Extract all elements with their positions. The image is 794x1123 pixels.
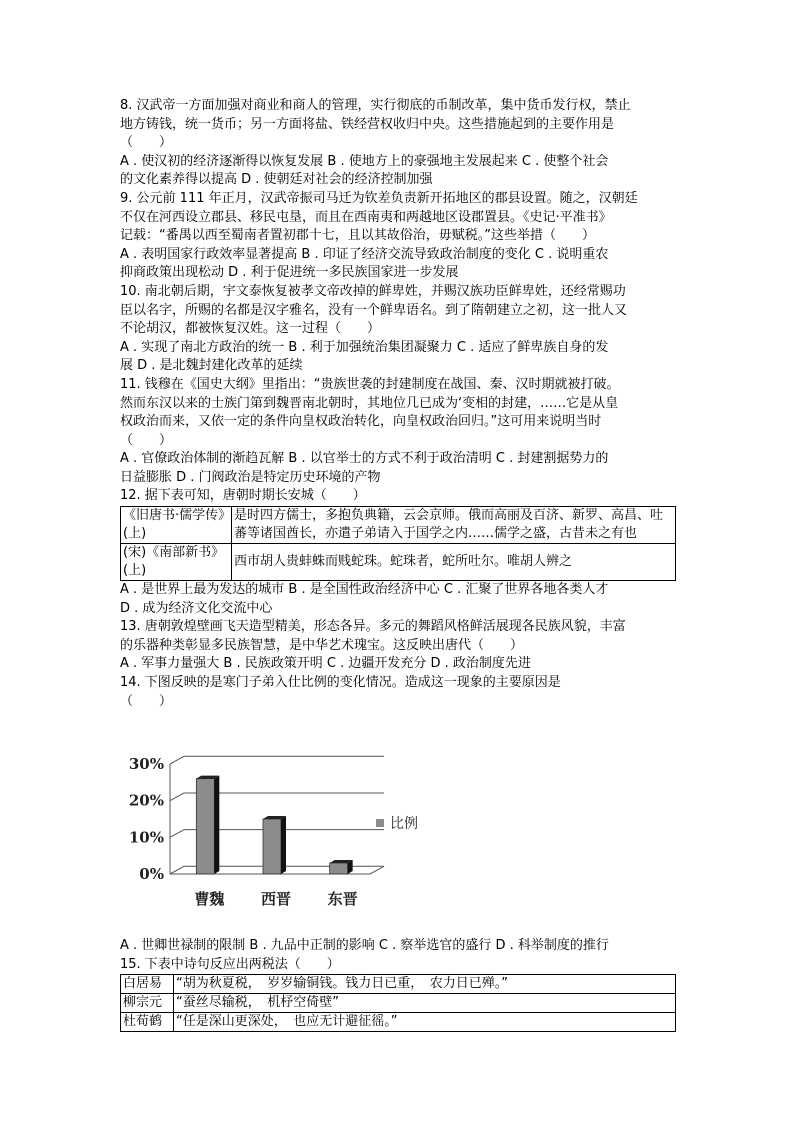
table-row [121, 975, 676, 994]
table-cell-verse: “蚕丝尽输税， 机杼空倚壁” [174, 994, 676, 1013]
question-10 [120, 283, 676, 376]
gridline-diag [170, 793, 184, 801]
bar-layer [196, 776, 352, 874]
question-line: 13. 唐朝敦煌壁画飞天造型精美，形态各异。多元的舞蹈风格鲜活展现各民族风貌，丰富 [120, 619, 626, 635]
question-line: 9. 公元前 111 年正月，汉武帝振司马迁为钦差负责新开拓地区的郡县设置。随之，汉朝廷 [120, 190, 638, 206]
answer-paren: （ ） [120, 693, 173, 709]
question-12 [120, 487, 676, 618]
question-line: 记载：“番禺以西至蜀南者置初郡十七，且以其故俗治，毋赋税。”这些举措（ ） [120, 228, 595, 244]
table-cell-verse: “任是深山更深处， 也应无计避征徭。” [174, 1013, 676, 1032]
gridline-diag [170, 830, 184, 838]
table-cell-text: 是时四方儒士，多抱负典籍，云会京师。俄而高丽及百济、新罗、高昌、吐蕃等诸国酋长，亦遣子弟请入于国学之内……儒学之盛，古昔未之有也 [232, 507, 676, 544]
x-tick-label: 曹魏 [194, 890, 225, 909]
poem-table [120, 974, 676, 1032]
options-line: A . 使汉初的经济逐渐得以恢复发展 B . 使地方上的豪强地主发展起来 C . 使整个社会 [120, 153, 609, 169]
question-line: 地方铸钱，统一货币；另一方面将盐、铁经营权收归中央。这些措施起到的主要作用是 [120, 116, 615, 132]
gridline-diag [170, 757, 184, 765]
options-line: A . 官僚政治体制的渐趋瓦解 B . 以官举士的方式不利于政治清明 C . 封建割据势力的 [120, 451, 609, 467]
question-line: 11. 钱穆在《国史大纲》里指出：“贵族世袭的封建制度在战国、秦、汉时期就被打破。 [120, 376, 620, 392]
table-row [121, 994, 676, 1013]
bar [330, 863, 348, 874]
question-14 [120, 674, 676, 956]
options-line: 的文化素养得以提高 D . 使朝廷对社会的经济控制加强 [120, 172, 433, 188]
options-line: A . 军事力量强大 B . 民族政策开明 C . 边疆开发充分 D . 政治制度先进 [120, 656, 531, 672]
question-15 [120, 956, 676, 1033]
question-line: 臣以名字，所赐的名都是汉字雅名，没有一个鲜卑语名。到了隋朝建立之初，这一批人又 [120, 302, 628, 318]
x-tick-label: 西晋 [260, 890, 292, 909]
question-line: 权政治而来，又依一定的条件向皇权政治转化，向皇权政治回归。”这可用来说明当时 [120, 414, 602, 430]
question-9 [120, 190, 676, 283]
question-8 [120, 97, 676, 190]
options-line: 抑商政策出现松动 D . 利于促进统一多民族国家进一步发展 [120, 265, 459, 281]
answer-paren: （ ） [120, 432, 173, 448]
answer-paren: （ ） [120, 135, 173, 151]
options-line: A . 表明国家行政效率显著提高 B . 印证了经济交流导致政治制度的变化 C . 说明重农 [120, 246, 609, 262]
legend-label: 比例 [390, 816, 418, 833]
table-cell-source: 《旧唐书·儒学传》(上) [121, 507, 232, 544]
options-line: A . 实现了南北方政治的统一 B . 利于加强统治集团凝聚力 C . 适应了鲜卑族自身的发 [120, 339, 609, 355]
bar-side [214, 776, 219, 874]
table-cell-poet: 白居易 [121, 975, 174, 994]
x-tick-label: 东晋 [327, 890, 358, 909]
question-line: 然而东汉以来的士族门第到魏晋南北朝时，其地位几已成为‘变相的封建，……它是从皇 [120, 395, 619, 411]
bar-side [281, 816, 286, 874]
y-tick-label: 20% [128, 791, 164, 810]
table-row [121, 1013, 676, 1032]
table-cell-poet: 柳宗元 [121, 994, 174, 1013]
options-line: 日益膨胀 D . 门阀政治是特定历史环境的产物 [120, 469, 381, 485]
label-layer [129, 755, 358, 908]
bar-chart [120, 711, 676, 937]
question-line: 8. 汉武帝一方面加强对商业和商人的管理，实行彻底的币制改革，集中货币发行权，禁止 [120, 98, 631, 113]
bar [263, 819, 281, 874]
question-line: 10. 南北朝后期，宇文泰恢复被孝文帝改掉的鲜卑姓，并赐汉族功臣鲜卑姓，还经常赐功 [120, 283, 626, 299]
table-row [121, 507, 676, 544]
question-stem: 15. 下表中诗句反应出两税法（ ） [120, 956, 340, 972]
options-line: A . 世卿世禄制的限制 B . 九品中正制的影响 C . 察举选官的盛行 D . 科举制度的推行 [120, 938, 609, 954]
question-line: 的乐器种类彰显多民族智慧，是中华艺术瑰宝。这反映出唐代（ ） [120, 637, 524, 653]
question-stem: 12. 据下表可知，唐朝时期长安城（ ） [120, 488, 366, 504]
table-cell-source: (宋)《南部新书》(上) [121, 544, 232, 581]
exam-page [120, 97, 676, 1032]
options-line: A . 是世界上最为发达的城市 B . 是全国性政治经济中心 C . 汇聚了世界各地各类人才 [120, 582, 609, 598]
options-line: 展 D . 是北魏封建化改革的延续 [120, 358, 303, 374]
table-cell-poet: 杜荀鹤 [121, 1013, 174, 1032]
bar [196, 779, 214, 874]
source-table [120, 506, 676, 581]
options-line: D . 成为经济文化交流中心 [120, 600, 273, 616]
y-tick-label: 10% [128, 828, 164, 847]
chart-svg [120, 711, 676, 937]
table-cell-verse: “胡为秋夏税， 岁岁输铜钱。钱力日已重， 农力日已殚。” [174, 975, 676, 994]
question-11 [120, 376, 676, 488]
question-line: 14. 下图反映的是寒门子弟入仕比例的变化情况。造成这一现象的主要原因是 [120, 675, 561, 691]
question-line: 不论胡汉，都被恢复汉姓。这一过程（ ） [120, 321, 381, 337]
y-tick-label: 0% [139, 865, 164, 884]
table-cell-text: 西市胡人贵蚌蛛而贱蛇珠。蛇珠者，蛇所吐尔。唯胡人辨之 [232, 544, 676, 581]
legend-swatch [376, 819, 384, 827]
question-13 [120, 618, 676, 674]
question-line: 不仅在河西设立郡县、移民屯垦，而且在西南夷和两越地区设郡置县。《史记·平准书》 [120, 209, 612, 225]
y-tick-label: 30% [128, 755, 164, 774]
table-row [121, 544, 676, 581]
